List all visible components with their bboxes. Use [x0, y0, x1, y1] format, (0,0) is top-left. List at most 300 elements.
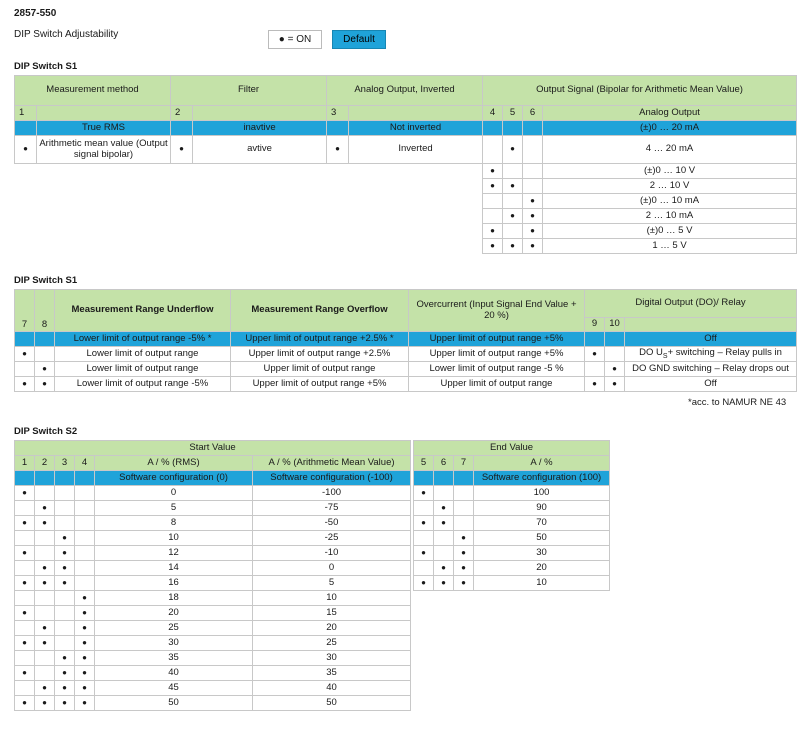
default-inverted: Not inverted [349, 121, 483, 136]
switch-s6-cell [523, 209, 543, 224]
switch-10-cell [605, 377, 625, 392]
s2-switch-4-cell [75, 516, 95, 531]
end-value-row [414, 546, 610, 561]
output-row [15, 224, 797, 239]
digital-output-value: Off [625, 377, 797, 392]
switch-s6-cell [523, 136, 543, 164]
overcurrent-value: Upper limit of output range +5% [409, 347, 585, 362]
overflow-value: Upper limit of output range +2.5% * [231, 332, 409, 347]
s2-switch-2-cell [35, 486, 55, 501]
rms-value: 5 [95, 501, 253, 516]
dip-switch-s2-start-table [14, 440, 411, 711]
s2-switch-6-cell [434, 486, 454, 501]
switch-1-on [15, 136, 37, 164]
overflow-value: Upper limit of output range [231, 362, 409, 377]
s2-switch-2-cell [35, 516, 55, 531]
blank-cell [349, 239, 483, 254]
s2-switch-3-cell [55, 621, 75, 636]
s2-switch-3-cell [55, 576, 75, 591]
switch-s4-cell [483, 224, 503, 239]
s2-switch-5-cell [414, 516, 434, 531]
underflow-value: Lower limit of output range -5% * [55, 332, 231, 347]
switch-s5-cell [503, 136, 523, 164]
s2-switch-6: 6 [434, 456, 454, 471]
output-label: 2 … 10 mA [543, 209, 797, 224]
end-value-row [414, 516, 610, 531]
group-output-signal: Output Signal (Bipolar for Arithmetic Mean Value) [483, 76, 797, 106]
switch-number-8: 8 [35, 290, 55, 332]
s2-switch-3-cell [55, 561, 75, 576]
s2-switch-1-cell [15, 486, 35, 501]
overcurrent-value: Upper limit of output range +5% [409, 332, 585, 347]
switch-number-5: 5 [503, 106, 523, 121]
blank-cell [327, 239, 349, 254]
switch-10-cell [605, 332, 625, 347]
s2-switch-2-cell [35, 546, 55, 561]
s2-switch-3-cell [55, 501, 75, 516]
blank-cell [37, 224, 171, 239]
switch-s4-cell [483, 164, 503, 179]
start-value-row [15, 531, 411, 546]
default-rms: Software configuration (0) [95, 471, 253, 486]
switch-s5-cell [503, 239, 523, 254]
amv-value: 5 [253, 576, 411, 591]
end-value-row [414, 561, 610, 576]
s2-switch-5-cell [414, 501, 434, 516]
s2-switch-7-cell [454, 516, 474, 531]
s2-switch-1-cell [15, 621, 35, 636]
default-filter: inavtive [193, 121, 327, 136]
header-overcurrent: Overcurrent (Input Signal End Value + 20 %) [409, 290, 585, 332]
amv-value: -25 [253, 531, 411, 546]
output-label: 2 … 10 V [543, 179, 797, 194]
blank-cell [349, 179, 483, 194]
switch-s4-cell [483, 209, 503, 224]
end-value: 20 [474, 561, 610, 576]
rms-value: 0 [95, 486, 253, 501]
s2-switch-4-cell [75, 546, 95, 561]
s2-switch-3-cell [55, 486, 75, 501]
blank-cell [327, 164, 349, 179]
s2-switch-7-cell [454, 531, 474, 546]
switch-s6-cell [523, 179, 543, 194]
start-value-row [15, 681, 411, 696]
section-title-s1-b: DIP Switch S1 [14, 275, 78, 286]
alt-filter: avtive [193, 136, 327, 164]
switch-number-6: 6 [523, 106, 543, 121]
switch-7-cell [15, 347, 35, 362]
output-row [15, 209, 797, 224]
rms-value: 35 [95, 651, 253, 666]
table-row [15, 347, 797, 362]
header-overflow: Measurement Range Overflow [231, 290, 409, 332]
s2-switch-4-cell [75, 576, 95, 591]
s2-switch-7-cell [454, 501, 474, 516]
s2-switch-7-cell [454, 561, 474, 576]
alt-row [15, 136, 797, 164]
dip-switch-s1-table-a [14, 75, 797, 254]
switch-s4-cell [483, 194, 503, 209]
blank-cell [37, 209, 171, 224]
s2-switch-5-cell [414, 486, 434, 501]
amv-value: -10 [253, 546, 411, 561]
s2-switch-5: 5 [414, 456, 434, 471]
s2-switch-1-cell [15, 666, 35, 681]
blank-cell [193, 224, 327, 239]
switch-2-on [171, 136, 193, 164]
rms-value: 10 [95, 531, 253, 546]
blank-cell [193, 179, 327, 194]
blank-cell [171, 179, 193, 194]
analog-output-header: Analog Output [543, 106, 797, 121]
default-row [15, 332, 797, 347]
switch-s6-cell [523, 239, 543, 254]
switch-number-7: 7 [15, 290, 35, 332]
blank-cell [15, 239, 37, 254]
output-row [15, 179, 797, 194]
s2-switch-2-cell [35, 621, 55, 636]
s2-switch-4-cell [75, 486, 95, 501]
underflow-value: Lower limit of output range [55, 362, 231, 377]
end-value-row [414, 501, 610, 516]
page-subtitle: DIP Switch Adjustability [14, 29, 119, 40]
blank-cell [15, 179, 37, 194]
blank-cell [15, 164, 37, 179]
amv-value: 10 [253, 591, 411, 606]
switch-s6-cell [523, 164, 543, 179]
col-amv-header: A / % (Arithmetic Mean Value) [253, 456, 411, 471]
s2-switch-2-cell [35, 681, 55, 696]
s2-switch-6-cell [434, 516, 454, 531]
rms-value: 12 [95, 546, 253, 561]
rms-value: 25 [95, 621, 253, 636]
digital-output-value: Off [625, 332, 797, 347]
amv-value: 15 [253, 606, 411, 621]
end-value: 90 [474, 501, 610, 516]
dip-switch-s2-end-table [413, 440, 610, 591]
blank-cell [15, 224, 37, 239]
blank-cell [171, 209, 193, 224]
blank-cell [349, 164, 483, 179]
end-value-header: End Value [414, 441, 610, 456]
s2-switch-3-cell [55, 666, 75, 681]
s2-switch-4-cell [75, 621, 95, 636]
s2-switch-6-cell [434, 576, 454, 591]
blank-cell [193, 194, 327, 209]
group-analog-inverted: Analog Output, Inverted [327, 76, 483, 106]
s2-switch-3-cell [55, 546, 75, 561]
overflow-value: Upper limit of output range +2.5% [231, 347, 409, 362]
start-value-row [15, 576, 411, 591]
s2-switch-4-cell [75, 531, 95, 546]
s2-switch-1-cell [15, 591, 35, 606]
s2-switch-1-cell [15, 516, 35, 531]
start-value-row [15, 651, 411, 666]
s2-switch-1-cell [15, 531, 35, 546]
switch-s4-cell [483, 239, 503, 254]
blank-cell [37, 164, 171, 179]
section-title-s1-a: DIP Switch S1 [14, 61, 78, 72]
end-value: 10 [474, 576, 610, 591]
blank-cell [327, 209, 349, 224]
group-filter: Filter [171, 76, 327, 106]
switch-number-9: 9 [585, 318, 605, 332]
end-value: 50 [474, 531, 610, 546]
on-legend: ● = ON [268, 30, 322, 49]
namur-footnote: *acc. to NAMUR NE 43 [688, 397, 787, 408]
switch-s5-cell [503, 209, 523, 224]
s2-switch-3-cell [55, 591, 75, 606]
s2-switch-2-cell [35, 591, 55, 606]
s2-switch-1-cell [15, 546, 35, 561]
end-value: 100 [474, 486, 610, 501]
s2-switch-1-cell [15, 501, 35, 516]
switch-10-cell [605, 362, 625, 377]
blank-cell [37, 194, 171, 209]
switch-7-cell [15, 362, 35, 377]
rms-value: 14 [95, 561, 253, 576]
s2-switch-1-cell [15, 606, 35, 621]
end-value: 70 [474, 516, 610, 531]
switch-number-4: 4 [483, 106, 503, 121]
s2-switch-7-cell [454, 576, 474, 591]
blank-cell [193, 164, 327, 179]
switch-8-cell [35, 377, 55, 392]
header-underflow: Measurement Range Underflow [55, 290, 231, 332]
s2-switch-2-cell [35, 696, 55, 711]
s2-switch-5-cell [414, 561, 434, 576]
s2-switch-3-cell [55, 681, 75, 696]
s2-switch-1: 1 [15, 456, 35, 471]
output-row [15, 164, 797, 179]
blank-cell [15, 194, 37, 209]
switch-9-cell [585, 332, 605, 347]
s2-switch-1-cell [15, 636, 35, 651]
start-value-row [15, 666, 411, 681]
alt-inverted: Inverted [349, 136, 483, 164]
amv-value: 40 [253, 681, 411, 696]
amv-value: -50 [253, 516, 411, 531]
blank-cell [171, 194, 193, 209]
switch-number-1: 1 [15, 106, 37, 121]
s2-switch-1-cell [15, 681, 35, 696]
underflow-value: Lower limit of output range -5% [55, 377, 231, 392]
switch-s4-cell [483, 179, 503, 194]
start-value-row [15, 501, 411, 516]
blank-cell [171, 239, 193, 254]
amv-value: 30 [253, 651, 411, 666]
s2-switch-4-cell [75, 696, 95, 711]
output-label: 4 … 20 mA [543, 136, 797, 164]
start-value-row [15, 606, 411, 621]
switch-number-3: 3 [327, 106, 349, 121]
s2-switch-2-cell [35, 636, 55, 651]
blank-cell [349, 224, 483, 239]
switch-s4-cell [483, 136, 503, 164]
default-measurement: True RMS [37, 121, 171, 136]
digital-output-value [625, 347, 797, 362]
s2-switch-7: 7 [454, 456, 474, 471]
alt-measurement: Arithmetic mean value (Output signal bipolar) [37, 136, 171, 164]
switch-9-cell [585, 377, 605, 392]
blank-cell [171, 164, 193, 179]
group-measurement-method: Measurement method [15, 76, 171, 106]
rms-value: 45 [95, 681, 253, 696]
blank-cell [327, 194, 349, 209]
blank-cell [193, 209, 327, 224]
rms-value: 8 [95, 516, 253, 531]
switch-7-cell [15, 332, 35, 347]
s2-switch-4-cell [75, 606, 95, 621]
switch-8-cell [35, 362, 55, 377]
blank-cell [171, 224, 193, 239]
blank-cell [193, 239, 327, 254]
s2-switch-3-cell [55, 696, 75, 711]
amv-value: 50 [253, 696, 411, 711]
switch-number-2: 2 [171, 106, 193, 121]
col-end-header: A / % [474, 456, 610, 471]
s2-switch-6-cell [434, 546, 454, 561]
s2-switch-7-cell [454, 546, 474, 561]
switch-number-10: 10 [605, 318, 625, 332]
switch-7-cell [15, 377, 35, 392]
col-rms-header: A / % (RMS) [95, 456, 253, 471]
switch-10-cell [605, 347, 625, 362]
blank-cell [349, 194, 483, 209]
s2-switch-3-cell [55, 606, 75, 621]
underflow-value: Lower limit of output range [55, 347, 231, 362]
default-row [15, 121, 797, 136]
blank-cell [327, 179, 349, 194]
amv-value: -100 [253, 486, 411, 501]
s2-switch-3-cell [55, 531, 75, 546]
rms-value: 50 [95, 696, 253, 711]
start-value-row [15, 696, 411, 711]
do-suffix: + switching – Relay pulls in [667, 346, 782, 358]
end-value-row [414, 531, 610, 546]
start-value-row [15, 636, 411, 651]
s2-switch-2-cell [35, 501, 55, 516]
default-end: Software configuration (100) [474, 471, 610, 486]
blank-cell [349, 209, 483, 224]
end-value-row [414, 576, 610, 591]
default-amv: Software configuration (-100) [253, 471, 411, 486]
switch-s5-cell [503, 224, 523, 239]
s2-switch-5-cell [414, 576, 434, 591]
switch-9-cell [585, 347, 605, 362]
rms-value: 20 [95, 606, 253, 621]
s2-switch-3-cell [55, 636, 75, 651]
s2-switch-3-cell [55, 516, 75, 531]
switch-s6-cell [523, 224, 543, 239]
s2-switch-4-cell [75, 561, 95, 576]
amv-value: 35 [253, 666, 411, 681]
amv-value: 0 [253, 561, 411, 576]
switch-3-on [327, 136, 349, 164]
blank-cell [15, 209, 37, 224]
output-label: (±)0 … 10 V [543, 164, 797, 179]
default-legend: Default [332, 30, 386, 49]
digital-output-value: DO GND switching – Relay drops out [625, 362, 797, 377]
output-row [15, 239, 797, 254]
s2-switch-2-cell [35, 531, 55, 546]
device-model-title: 2857-550 [14, 8, 57, 19]
table-row [15, 377, 797, 392]
s2-switch-4-cell [75, 681, 95, 696]
switch-9-cell [585, 362, 605, 377]
s2-switch-2: 2 [35, 456, 55, 471]
s2-switch-1-cell [15, 696, 35, 711]
end-value: 30 [474, 546, 610, 561]
amv-value: 25 [253, 636, 411, 651]
s2-switch-6-cell [434, 501, 454, 516]
start-value-row [15, 621, 411, 636]
s2-switch-2-cell [35, 576, 55, 591]
blank-cell [327, 224, 349, 239]
switch-s5-cell [503, 179, 523, 194]
overflow-value: Upper limit of output range +5% [231, 377, 409, 392]
s2-switch-2-cell [35, 561, 55, 576]
rms-value: 18 [95, 591, 253, 606]
s2-switch-5-cell [414, 546, 434, 561]
s2-switch-1-cell [15, 651, 35, 666]
default-output: (±)0 … 20 mA [543, 121, 797, 136]
s2-switch-1-cell [15, 561, 35, 576]
s2-switch-2-cell [35, 606, 55, 621]
blank-cell [37, 239, 171, 254]
do-prefix: DO U [639, 346, 663, 358]
s2-switch-4: 4 [75, 456, 95, 471]
output-label: 1 … 5 V [543, 239, 797, 254]
start-value-row [15, 516, 411, 531]
s2-switch-3: 3 [55, 456, 75, 471]
section-title-s2: DIP Switch S2 [14, 426, 78, 437]
start-value-row [15, 591, 411, 606]
overcurrent-value: Upper limit of output range [409, 377, 585, 392]
output-label: (±)0 … 10 mA [543, 194, 797, 209]
s2-switch-2-cell [35, 651, 55, 666]
rms-value: 16 [95, 576, 253, 591]
do-subscript: S [662, 352, 668, 360]
output-label: (±)0 … 5 V [543, 224, 797, 239]
overcurrent-value: Lower limit of output range -5 % [409, 362, 585, 377]
s2-switch-1-cell [15, 576, 35, 591]
amv-value: 20 [253, 621, 411, 636]
end-value-row [414, 486, 610, 501]
s2-switch-4-cell [75, 651, 95, 666]
s2-switch-4-cell [75, 591, 95, 606]
switch-s6-cell [523, 194, 543, 209]
s2-switch-4-cell [75, 501, 95, 516]
s2-switch-6-cell [434, 531, 454, 546]
s2-switch-4-cell [75, 636, 95, 651]
switch-s5-cell [503, 164, 523, 179]
rms-value: 30 [95, 636, 253, 651]
switch-8-cell [35, 332, 55, 347]
s2-switch-5-cell [414, 531, 434, 546]
s2-switch-2-cell [35, 666, 55, 681]
start-value-row [15, 561, 411, 576]
s2-switch-7-cell [454, 486, 474, 501]
amv-value: -75 [253, 501, 411, 516]
s2-switch-6-cell [434, 561, 454, 576]
start-value-header: Start Value [15, 441, 411, 456]
start-value-row [15, 546, 411, 561]
start-value-row [15, 486, 411, 501]
switch-8-cell [35, 347, 55, 362]
s2-switch-4-cell [75, 666, 95, 681]
output-row [15, 194, 797, 209]
